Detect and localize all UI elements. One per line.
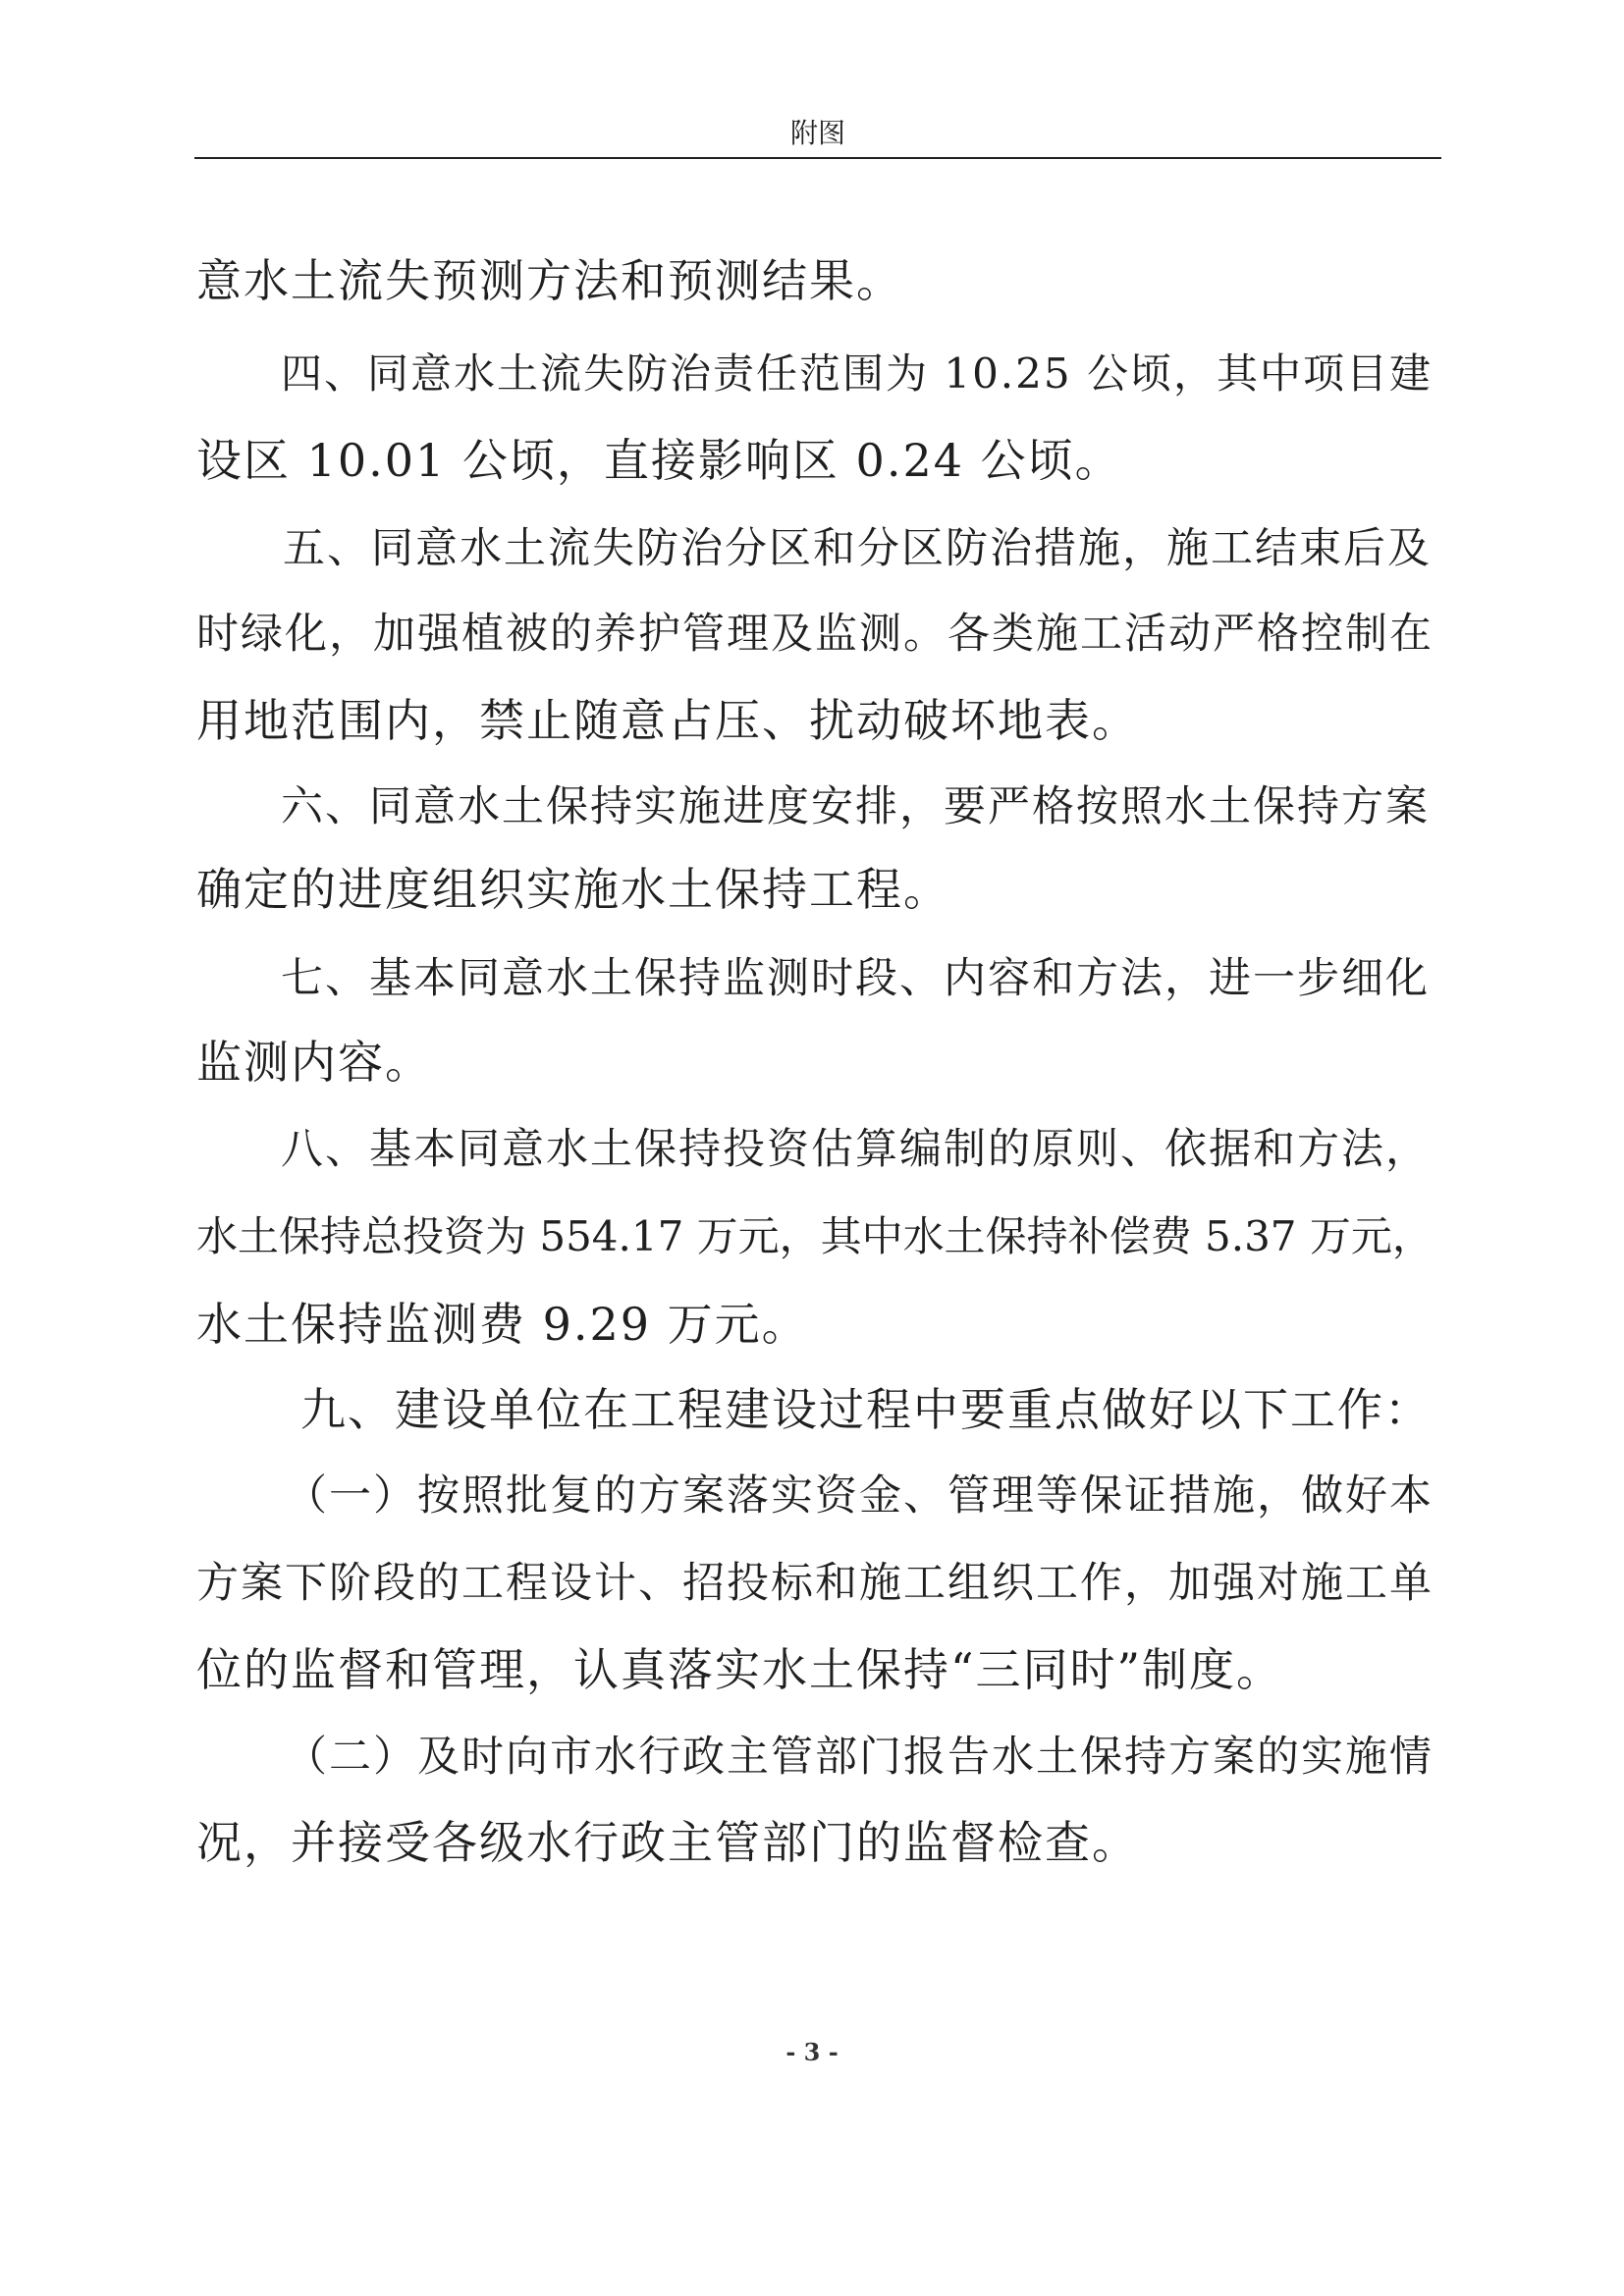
text-line: 用地范围内，禁止随意占压、扰动破坏地表。 — [196, 694, 1139, 747]
page-number: - 3 - — [785, 2038, 839, 2066]
text-line: 四、同意水土流失防治责任范围为 10.25 公顷，其中项目建 — [281, 349, 1433, 398]
text-line: 水土保持总投资为 554.17 万元，其中水土保持补偿费 5.37 万元， — [196, 1212, 1434, 1260]
text-line: 监测内容。 — [196, 1036, 432, 1089]
text-line: 方案下阶段的工程设计、招投标和施工组织工作，加强对施工单 — [196, 1559, 1434, 1608]
text-line: 七、基本同意水土保持监测时段、内容和方法，进一步细化 — [281, 954, 1430, 1003]
header-title: 附图 — [789, 117, 845, 149]
text-line: 八、基本同意水土保持投资估算编制的原则、依据和方法， — [281, 1125, 1430, 1174]
text-line: 设区 10.01 公顷，直接影响区 0.24 公顷。 — [196, 434, 1122, 487]
text-line: （二）及时向市水行政主管部门报告水土保持方案的实施情 — [285, 1733, 1434, 1782]
text-line: 水土保持监测费 9.29 万元。 — [196, 1298, 809, 1351]
text-line: 九、建设单位在工程建设过程中要重点做好以下工作： — [300, 1383, 1432, 1436]
text-line: 确定的进度组织实施水土保持工程。 — [196, 863, 950, 916]
text-line: 位的监督和管理，认真落实水土保持“三同时”制度。 — [196, 1643, 1284, 1696]
text-line: （一）按照批复的方案落实资金、管理等保证措施，做好本 — [285, 1471, 1434, 1521]
text-line: 意水土流失预测方法和预测结果。 — [196, 254, 903, 307]
text-line: 时绿化，加强植被的养护管理及监测。各类施工活动严格控制在 — [196, 610, 1434, 659]
page-header — [194, 116, 1441, 159]
text-line: 五、同意水土流失防治分区和分区防治措施，施工结束后及 — [283, 524, 1432, 573]
text-line: 六、同意水土保持实施进度安排，要严格按照水土保持方案 — [281, 782, 1430, 831]
text-line: 况，并接受各级水行政主管部门的监督检查。 — [196, 1816, 1139, 1869]
